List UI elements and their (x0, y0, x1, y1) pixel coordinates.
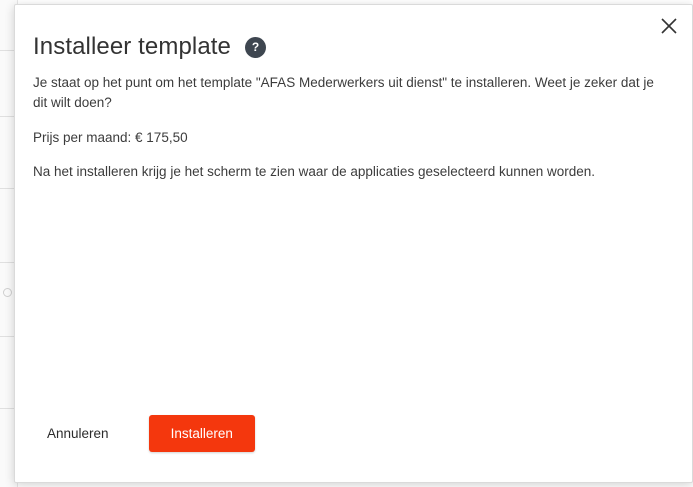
page-title: Installeer template (33, 33, 232, 60)
post-install-text: Na het installeren krijg je het scherm te zien waar de applicaties geselecteerd kunnen worden. (33, 163, 596, 179)
install-button[interactable]: Installeren (149, 415, 255, 452)
help-icon[interactable]: ? (245, 37, 266, 58)
dialog-footer (33, 415, 255, 452)
dialog-body (33, 73, 674, 182)
price-text: Prijs per maand: € 175,50 (33, 129, 188, 145)
cancel-button[interactable]: Annuleren (33, 418, 123, 449)
close-icon[interactable] (654, 11, 684, 41)
confirmation-text: Je staat op het punt om het template "AFAS Mederwerkers uit dienst" te installeren. Weet je zeker dat je dit wilt doen? (33, 75, 654, 111)
install-template-dialog (14, 4, 693, 483)
dialog-header (33, 33, 266, 61)
background-radio-icon (3, 288, 12, 297)
